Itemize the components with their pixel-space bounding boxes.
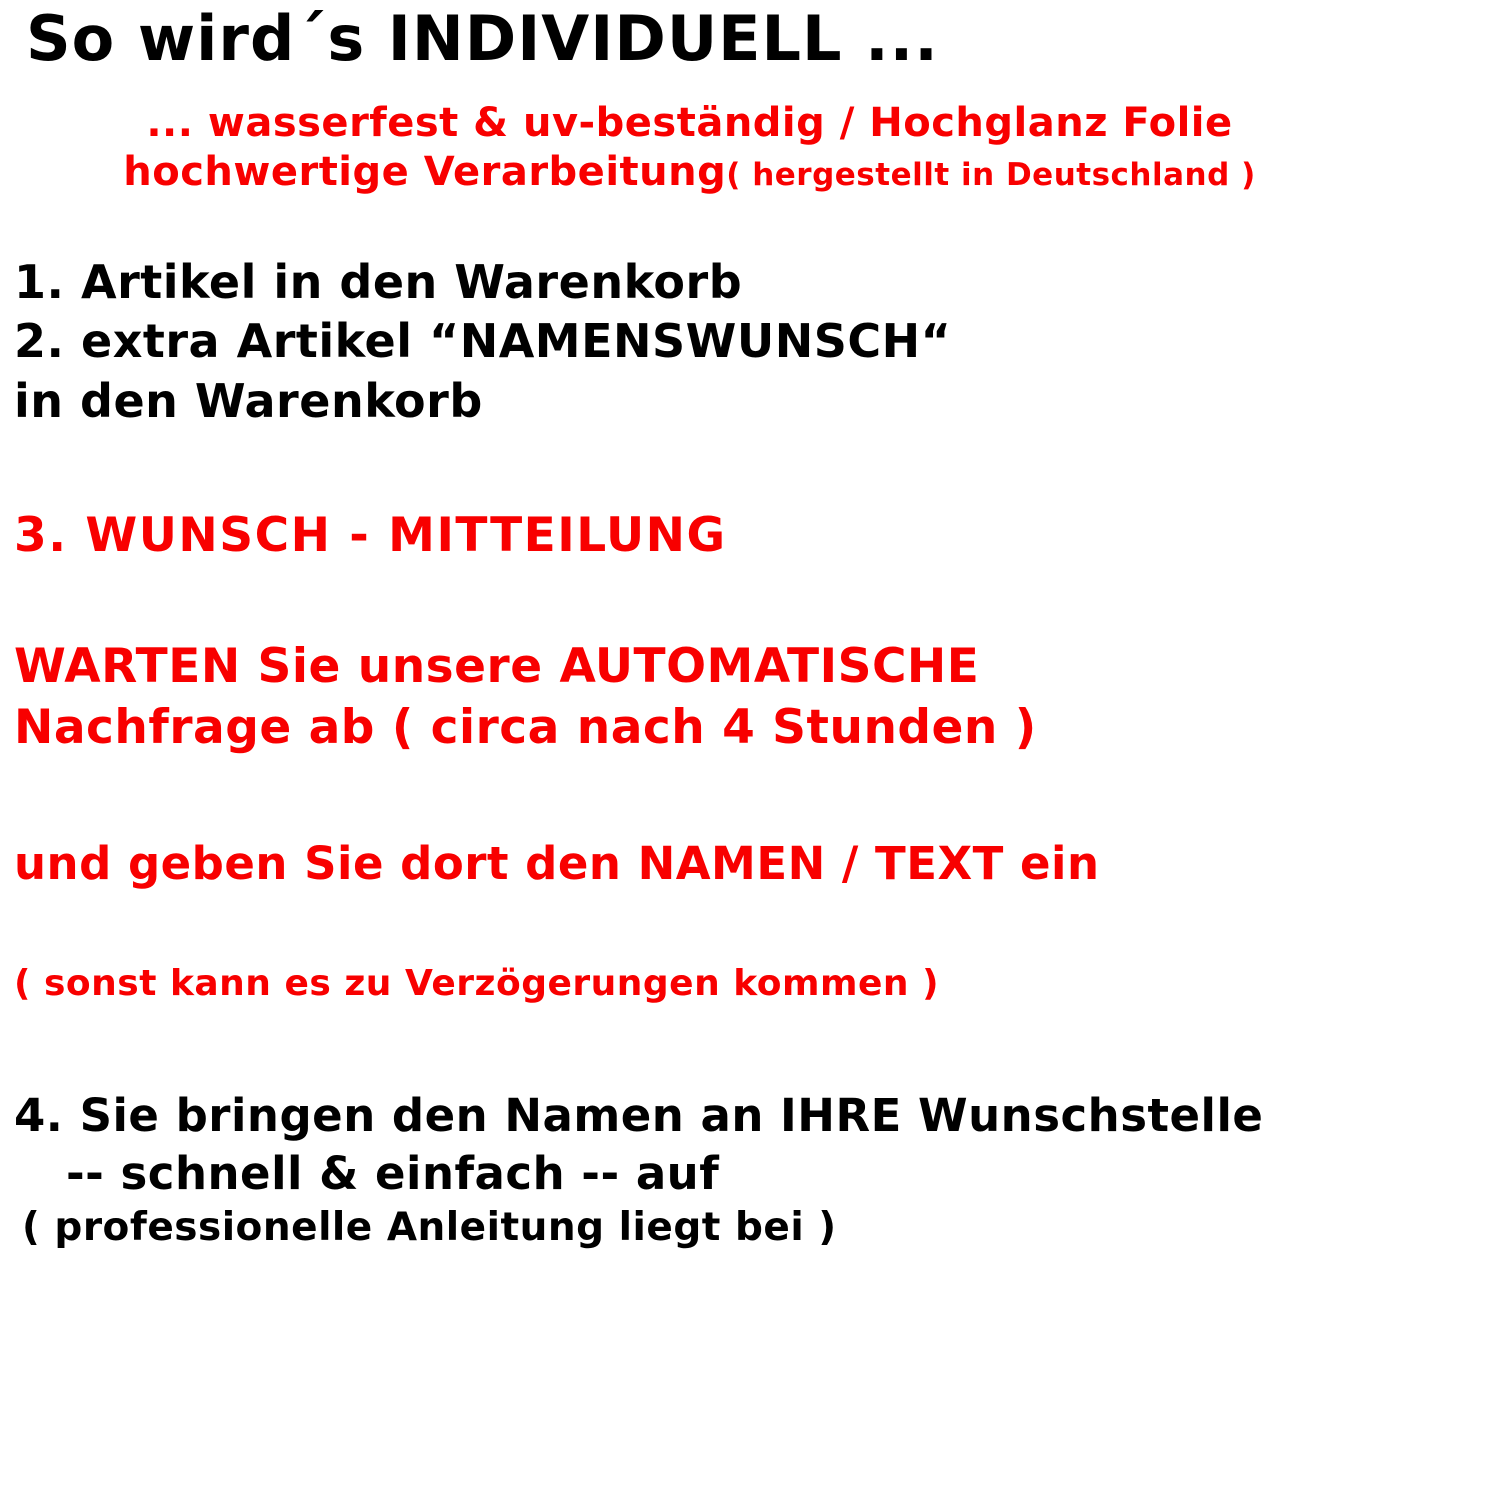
- step-4-block: [14, 1087, 1485, 1252]
- step-4-note: ( professionelle Anleitung liegt bei ): [22, 1204, 837, 1250]
- subheadline-line-2-note: ( hergestellt in Deutschland ): [726, 156, 1256, 193]
- step-2-line-1: 2. extra Artikel “NAMENSWUNSCH“: [14, 314, 952, 369]
- name-entry-instruction: und geben Sie dort den NAMEN / TEXT ein: [14, 837, 1100, 891]
- waiting-line-1: WARTEN Sie unsere AUTOMATISCHE: [14, 638, 980, 694]
- steps-block-1-2: [14, 253, 1485, 432]
- waiting-line-2: Nachfrage ab ( circa nach 4 Stunden ): [14, 699, 1037, 755]
- instruction-sheet: [0, 2, 1499, 1506]
- subheadline-line-1: ... wasserfest & uv-beständig / Hochglanz Folie: [146, 100, 1233, 147]
- subheadline-block: [14, 99, 1485, 197]
- delay-warning: ( sonst kann es zu Verzögerungen kommen ): [14, 963, 940, 1005]
- subheadline-line-2: [14, 148, 1365, 197]
- step-1: 1. Artikel in den Warenkorb: [14, 254, 743, 309]
- step-4-line-2: -- schnell & einfach -- auf: [66, 1147, 720, 1201]
- waiting-block: [14, 636, 1485, 758]
- step-2-line-2: in den Warenkorb: [14, 374, 483, 429]
- page-title: So wird´s INDIVIDUELL ...: [26, 2, 939, 75]
- subheadline-line-2-main: hochwertige Verarbeitung: [123, 148, 727, 195]
- step-3: 3. WUNSCH - MITTEILUNG: [14, 508, 727, 564]
- step-4-line-1: 4. Sie bringen den Namen an IHRE Wunschstelle: [14, 1089, 1264, 1143]
